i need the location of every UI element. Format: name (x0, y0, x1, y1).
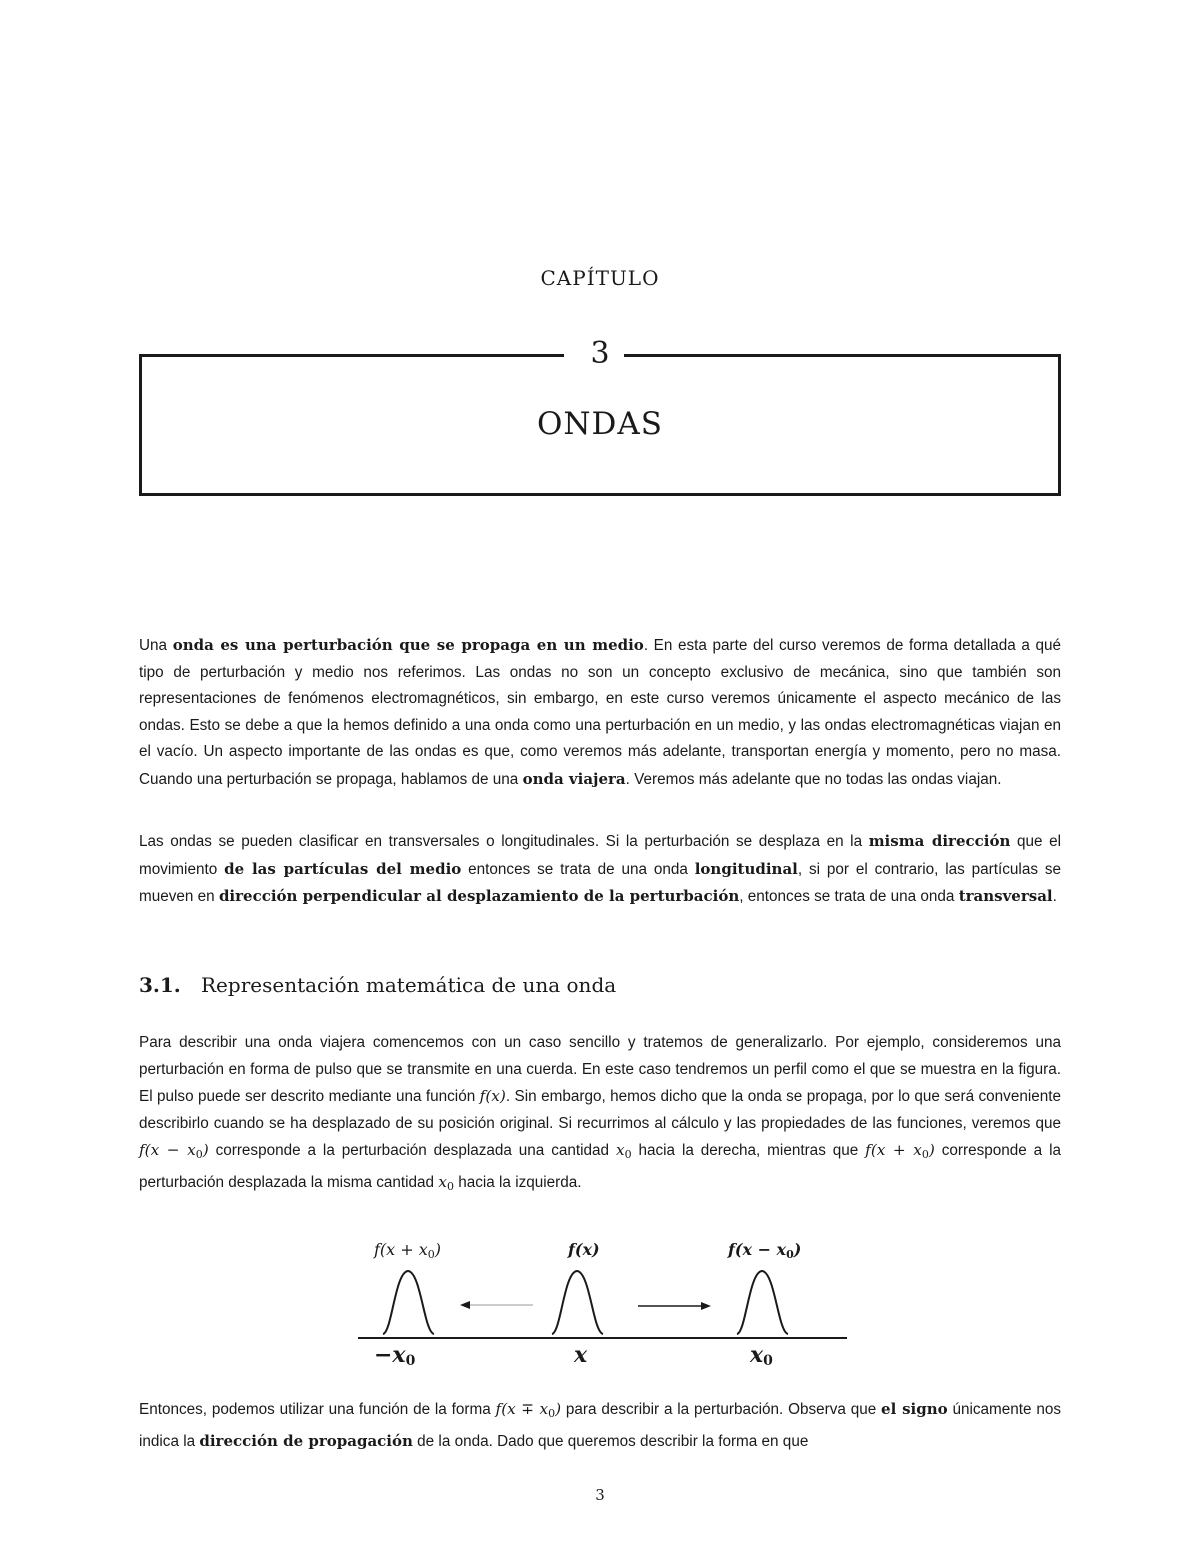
math-run: ) (793, 1240, 802, 1259)
math-run: f(x + x (865, 1141, 922, 1159)
math-subscript: 0 (624, 1148, 632, 1161)
text-run: . (1052, 888, 1057, 905)
math-run: x (750, 1342, 764, 1368)
bold-term: dirección de propagación (199, 1431, 413, 1450)
math-inline (438, 1173, 454, 1191)
intro-paragraph-1 (139, 632, 1061, 793)
text-run: de la onda. Dado que queremos describir la forma en que (412, 1432, 809, 1450)
chapter-box (139, 336, 1061, 496)
arrow-left-head (460, 1301, 470, 1309)
math-run: x (615, 1141, 625, 1159)
chapter-number: 3 (590, 336, 610, 371)
text-run: hacia la derecha, mientras que (631, 1142, 866, 1159)
math-run: f(x ∓ x (495, 1400, 549, 1418)
section-number: 3.1. (139, 973, 181, 997)
math-run: ) (202, 1141, 209, 1159)
intro-paragraph-2 (139, 828, 1061, 911)
math-subscript: 0 (763, 1353, 773, 1369)
math-inline (616, 1141, 632, 1159)
pulse-right (737, 1271, 788, 1334)
text-run: hacia la izquierda. (453, 1173, 582, 1191)
bold-term: dirección perpendicular al desplazamiento de la perturbación (218, 887, 740, 905)
pulse-figure (340, 1234, 860, 1374)
label-shifted-left (374, 1240, 441, 1261)
math-subscript: 0 (427, 1248, 435, 1261)
math-subscript: 0 (446, 1179, 454, 1193)
section-heading (139, 973, 1061, 997)
text-run: Las ondas se pueden clasificar en transversales o longitudinales. Si la perturbación se desplaza en la (139, 833, 869, 850)
math-inline (496, 1400, 562, 1418)
math-subscript: 0 (786, 1248, 794, 1261)
text-run: corresponde a la perturbación desplazada la misma cantidad (139, 1142, 1061, 1191)
text-run: . Veremos más adelante que no todas las ondas viajan. (625, 770, 1002, 788)
section-paragraph-1 (139, 1030, 1061, 1200)
bold-term: de las partículas del medio (224, 859, 462, 878)
label-original: f(x) (568, 1240, 600, 1259)
text-run: que el movimiento (139, 833, 1061, 878)
text-run: únicamente nos indica la (139, 1401, 1061, 1450)
math-run: x (438, 1172, 447, 1191)
page-number: 3 (595, 1486, 605, 1504)
bold-term: longitudinal (694, 859, 798, 878)
text-run: Para describir una onda viajera comencemos con un caso sencillo y tratemos de generalizarlo. Por ejemplo, consideremos una perturbación en forma de pulso que se transmite en una cuerda. En este caso tendremos un perfil como el que se muestra en la figura. El pulso puede ser descrito mediante una función (139, 1034, 1061, 1105)
chapter-title: ONDAS (536, 406, 664, 442)
section-title: Representación matemática de una onda (201, 973, 617, 997)
bold-term: misma dirección (868, 832, 1011, 850)
math-inline (865, 1141, 935, 1159)
text-run: corresponde a la perturbación desplazada una cantidad (208, 1142, 616, 1159)
text-run: . Sin embargo, hemos dicho que la onda se propaga, por lo que será conveniente describirlo cuando se ha desplazado de su posición original. Si recurrimos al cálculo y las propiedades de las funciones, veremos que (139, 1088, 1062, 1132)
math-run: ) (434, 1240, 442, 1259)
bold-term: el signo (881, 1400, 948, 1418)
math-subscript: 0 (195, 1148, 203, 1161)
bold-term: onda viajera (522, 769, 626, 788)
math-run: f(x + x (374, 1240, 428, 1259)
math-subscript: 0 (921, 1148, 929, 1161)
text-run: para describir a la perturbación. Observa que (561, 1401, 882, 1418)
final-paragraph (139, 1396, 1061, 1455)
axis-label-x0 (750, 1342, 773, 1369)
axis-label-x: x (574, 1342, 588, 1368)
text-run: , entonces se trata de una onda (739, 888, 959, 905)
bold-term: onda es una perturbación que se propaga en un medio (172, 636, 644, 654)
pulse-center (552, 1271, 603, 1334)
chapter-label: CAPÍTULO (540, 266, 660, 290)
math-run: ) (928, 1141, 935, 1159)
label-shifted-right (728, 1240, 801, 1261)
bold-term: transversal (958, 887, 1053, 905)
math-inline (139, 1141, 209, 1159)
axis-label-minus-x0 (374, 1342, 415, 1369)
math-run: f(x − x (728, 1240, 787, 1259)
text-run: entonces se trata de una onda (461, 860, 695, 878)
text-run: . En esta parte del curso veremos de forma detallada a qué tipo de perturbación y medio nos referimos. Las ondas no son un concepto exclusivo de mecánica, sino que también son representaciones de fenómenos electromagnéticos, sin embargo, en este curso veremos únicamente el aspecto mecánico de las ondas. Esto se debe a que la hemos definido a una onda como una perturbación en un medio, y las ondas electromagnéticas viajan en el vacío. Un aspecto importante de las ondas es que, como veremos más adelante, transportan energía y momento, pero no masa. Cuando una perturbación se propaga, hablamos de una (139, 637, 1061, 788)
text-run: Entonces, podemos utilizar una función de la forma (139, 1401, 496, 1418)
math-subscript: 0 (548, 1407, 556, 1420)
math-run: ) (555, 1400, 562, 1418)
math-inline: f(x) (479, 1087, 506, 1105)
text-run: Una (139, 637, 173, 654)
text-run: , si por el contrario, las partículas se mueven en (139, 860, 1061, 905)
math-run: −x (374, 1342, 406, 1368)
arrow-right-head (701, 1302, 711, 1310)
math-subscript: 0 (405, 1353, 416, 1369)
math-run: f(x − x (139, 1141, 196, 1159)
pulse-left (383, 1271, 434, 1334)
